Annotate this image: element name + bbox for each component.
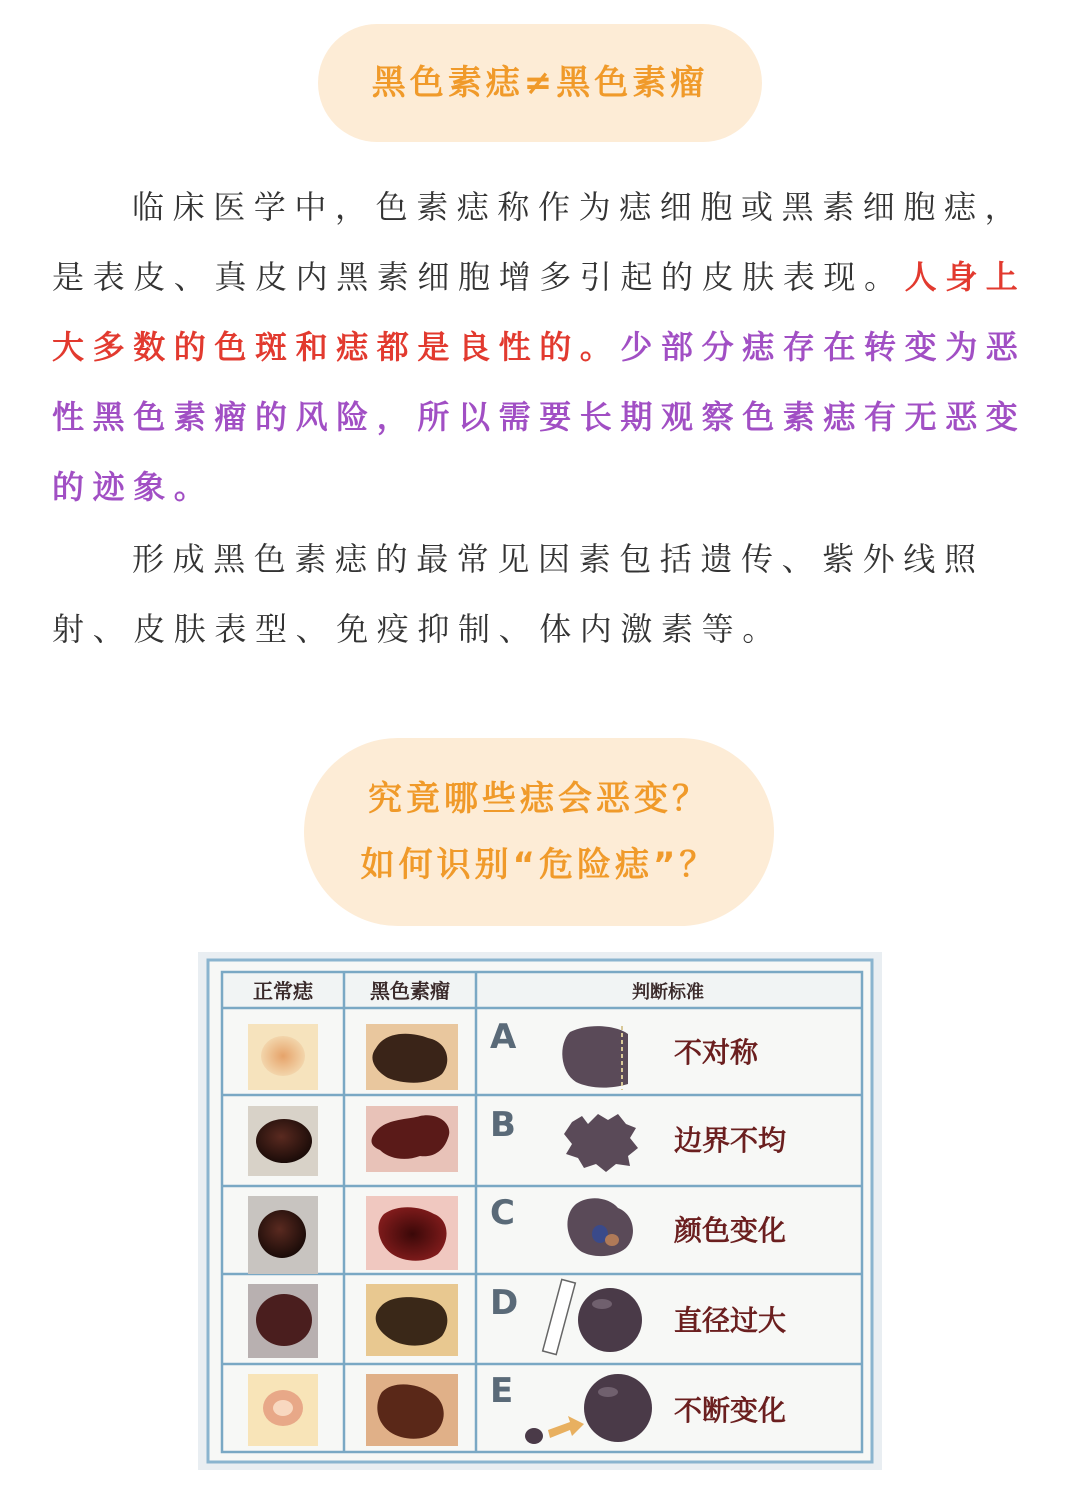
normal-mole-d — [256, 1294, 312, 1346]
intro-text: 临床医学中，色素痣称作为痣细胞或黑素细胞痣，是表皮、真皮内黑素细胞增多引起的皮肤表现。 — [52, 188, 1026, 296]
normal-mole-a — [261, 1036, 305, 1076]
question-badge — [304, 738, 774, 926]
criterion-letter-b: B — [490, 1105, 516, 1145]
small-mole-icon — [525, 1428, 543, 1444]
normal-mole-c — [258, 1210, 306, 1258]
criterion-letter-a: A — [490, 1017, 517, 1057]
intro-paragraph — [52, 172, 1028, 522]
header-normal-mole: 正常痣 — [253, 979, 313, 1003]
question-line-1: 究竟哪些痣会恶变？ — [368, 779, 710, 819]
header-criteria: 判断标准 — [632, 982, 704, 1003]
benign-highlight: 人身上大多数的色斑和痣都是良性的。 — [52, 258, 1027, 366]
evolving-icon — [584, 1374, 652, 1442]
risk-highlight: 少部分痣存在转变为恶性黑色素瘤的风险，所以需要长期观察色素痣有无恶变的迹象。 — [52, 328, 1027, 506]
diameter-icon — [578, 1288, 642, 1352]
criterion-letter-d: D — [490, 1283, 519, 1323]
criterion-label-d: 直径过大 — [674, 1304, 787, 1337]
criterion-letter-c: C — [490, 1193, 515, 1233]
normal-mole-b — [256, 1119, 312, 1163]
section-title: 黑色素痣≠黑色素瘤 — [371, 63, 709, 103]
criterion-label-b: 边界不均 — [674, 1124, 787, 1157]
criterion-label-e: 不断变化 — [674, 1394, 787, 1427]
asymmetry-icon — [562, 1026, 628, 1088]
header-melanoma: 黑色素瘤 — [370, 979, 450, 1003]
abcde-chart-photo — [198, 952, 882, 1470]
causes-text: 形成黑色素痣的最常见因素包括遗传、紫外线照射、皮肤表型、免疫抑制、体内激素等。 — [52, 540, 985, 648]
criterion-label-a: 不对称 — [674, 1036, 759, 1069]
criterion-letter-e: E — [490, 1371, 514, 1411]
section-title-badge — [318, 24, 762, 142]
question-line-2: 如何识别“危险痣”？ — [360, 845, 718, 885]
causes-paragraph — [52, 524, 1028, 664]
criterion-label-c: 颜色变化 — [674, 1214, 787, 1247]
abcde-table — [198, 952, 882, 1470]
